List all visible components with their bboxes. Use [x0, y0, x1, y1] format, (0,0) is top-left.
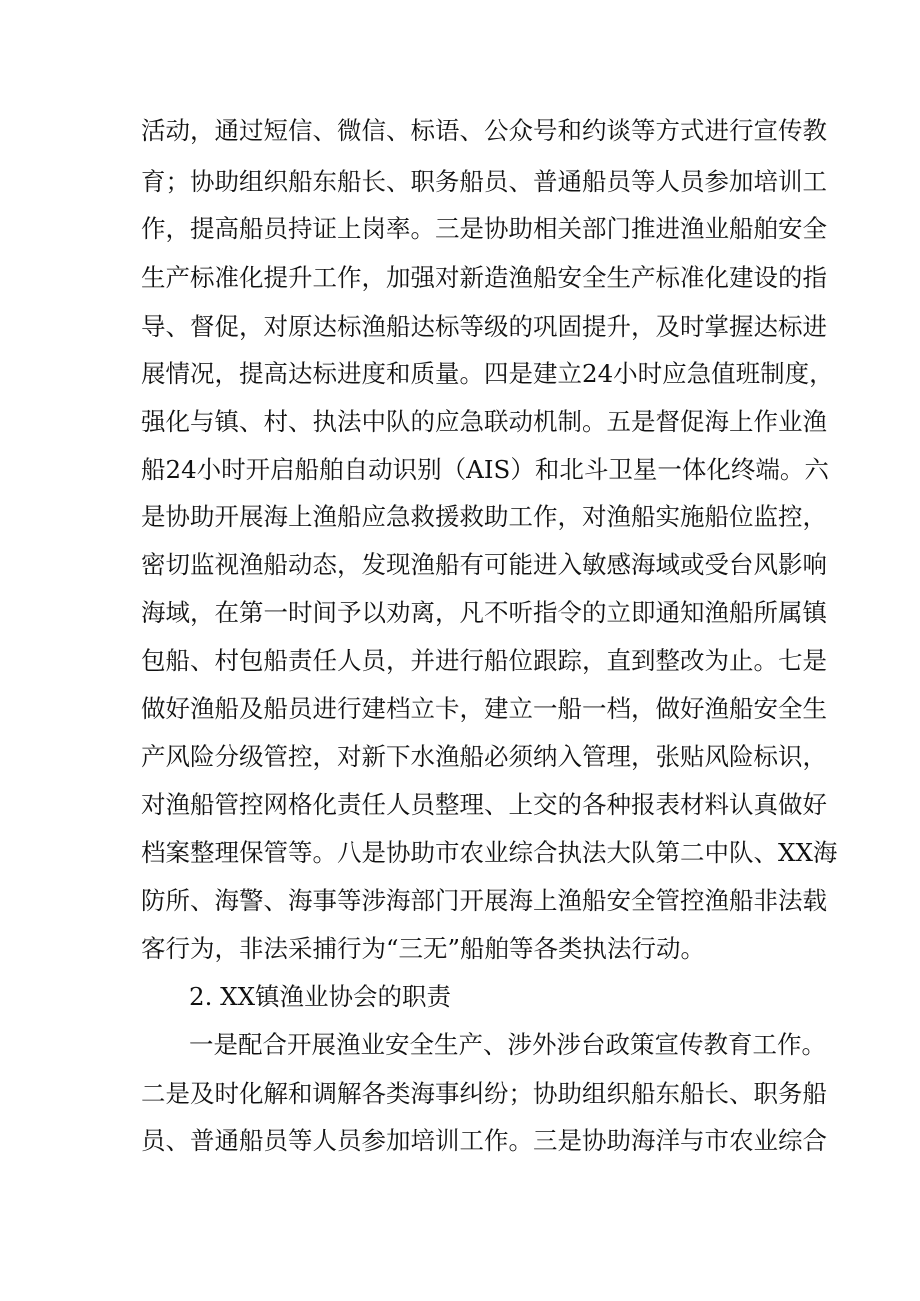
paragraph-line: 对渔船管控网格化责任人员整理、上交的各种报表材料认真做好 [141, 790, 827, 819]
paragraph-line: 密切监视渔船动态，发现渔船有可能进入敏感海域或受台风影响 [141, 550, 827, 579]
section-heading: 2. XX镇渔业协会的职责 [189, 982, 452, 1011]
paragraph-line: 包船、村包船责任人员，并进行船位跟踪，直到整改为止。七是 [141, 646, 827, 675]
paragraph-line: 强化与镇、村、执法中队的应急联动机制。五是督促海上作业渔 [141, 407, 827, 436]
paragraph-line: 员、普通船员等人员参加培训工作。三是协助海洋与市农业综合 [141, 1126, 827, 1155]
paragraph-line: 二是及时化解和调解各类海事纠纷；协助组织船东船长、职务船 [141, 1079, 827, 1108]
paragraph-line: 做好渔船及船员进行建档立卡，建立一船一档，做好渔船安全生 [141, 694, 827, 723]
paragraph-line: 产风险分级管控，对新下水渔船必须纳入管理，张贴风险标识， [141, 742, 827, 771]
paragraph-line: 生产标准化提升工作，加强对新造渔船安全生产标准化建设的指 [141, 263, 827, 292]
paragraph-line: 活动，通过短信、微信、标语、公众号和约谈等方式进行宣传教 [141, 116, 827, 145]
paragraph-line: 育；协助组织船东船长、职务船员、普通船员等人员参加培训工 [141, 167, 827, 196]
paragraph-line: 客行为，非法采捕行为“三无”船舶等各类执法行动。 [141, 934, 706, 963]
paragraph-line: 作，提高船员持证上岗率。三是协助相关部门推进渔业船舶安全 [141, 214, 827, 243]
paragraph-line: 防所、海警、海事等涉海部门开展海上渔船安全管控渔船非法载 [141, 886, 827, 915]
paragraph-line: 展情况，提高达标进度和质量。四是建立24小时应急值班制度， [141, 359, 834, 388]
paragraph-line: 档案整理保管等。八是协助市农业综合执法大队第二中队、XX海 [141, 838, 838, 867]
paragraph-line: 一是配合开展渔业安全生产、涉外涉台政策宣传教育工作。 [189, 1030, 826, 1059]
paragraph-line: 海域，在第一时间予以劝离，凡不听指令的立即通知渔船所属镇 [141, 598, 827, 627]
paragraph-line: 船24小时开启船舶自动识别（AIS）和北斗卫星一体化终端。六 [141, 455, 829, 484]
paragraph-line: 导、督促，对原达标渔船达标等级的巩固提升，及时掌握达标进 [141, 312, 827, 341]
paragraph-line: 是协助开展海上渔船应急救援救助工作，对渔船实施船位监控， [141, 502, 827, 531]
